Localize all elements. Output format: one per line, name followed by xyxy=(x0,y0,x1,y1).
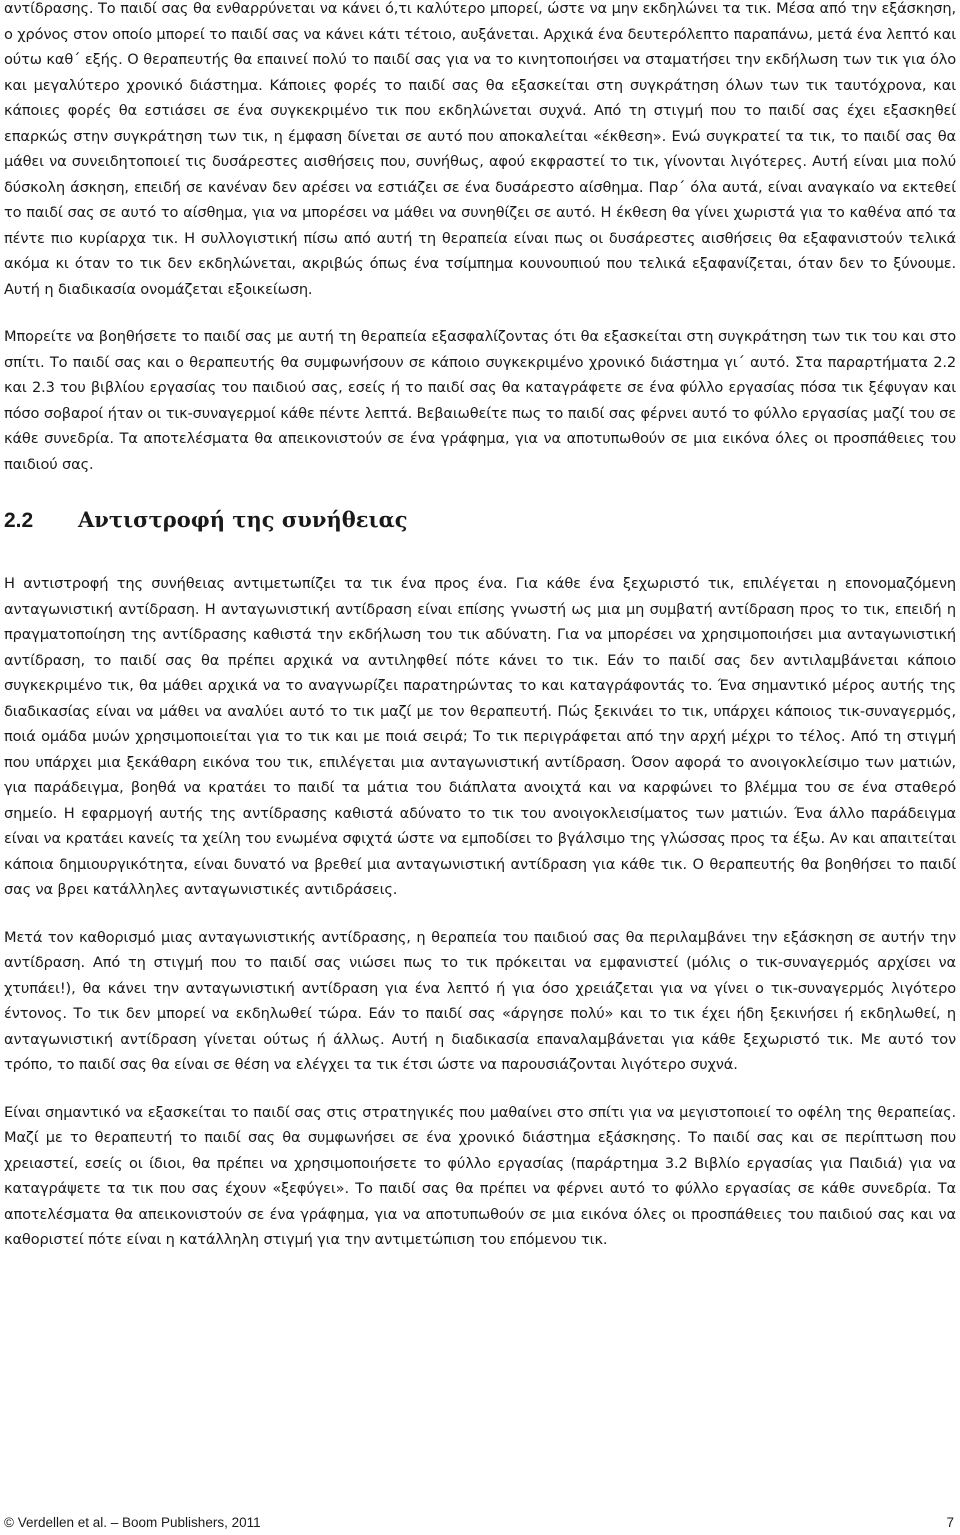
section-number: 2.2 xyxy=(4,509,34,532)
body-paragraph: Είναι σημαντικό να εξασκείται το παιδί σας στις στρατηγικές που μαθαίνει στο σπίτι για να μεγιστοποιεί το οφέλη της θεραπείας. Μαζί με το θεραπευτή το παιδί σας θα συμφωνήσει σε ένα χρονικό διάστημα εξάσκησης. Το παιδί σας και σε περίπτωση που χρειαστεί, εσείς οι ίδιοι, θα πρέπει να χρησιμοποιήσετε το φύλλο εργασίας (παράρτημα 3.2 Βιβλίο εργασίας για Παιδιά) για να καταγράψετε τα τικ που σας έχουν «ξεφύγει». Το παιδί σας θα πρέπει να φέρνει αυτό το φύλλο εργασίας σε κάθε συνεδρία. Τα αποτελέσματα θα απεικονιστούν σε ένα γράφημα, για να αποτυπωθούν σε μια εικόνα όλες οι προσπάθειες του παιδιού σας και να καθοριστεί πότε είναι η κατάλληλη στιγμή για την αντιμετώπιση του επόμενου τικ. xyxy=(4,1103,956,1248)
paragraph-spacer xyxy=(4,302,956,324)
body-paragraph: Μπορείτε να βοηθήσετε το παιδί σας με αυτή τη θεραπεία εξασφαλίζοντας ότι θα εξασκείται στη συγκράτηση των τικ του και στο σπίτι. Το παιδί σας και ο θεραπευτής θα συμφωνήσουν σε κάποιο συγκεκριμένο χρονικό διάστημα γι΄ αυτό. Στα παραρτήματα 2.2 και 2.3 του βιβλίου εργασίας του παιδιού σας, εσείς ή το παιδί σας θα καταγράφετε σε ένα φύλλο εργασίας πόσα τικ ξέφυγαν και πόσο σοβαροί ήταν οι τικ-συναγερμοί κάθε πέντε λεπτά. Βεβαιωθείτε πως το παιδί σας φέρνει αυτό το φύλλο εργασίας μαζί του σε κάθε συνεδρία. Τα αποτελέσματα θα απεικονιστούν σε ένα γράφημα, για να αποτυπωθούν σε μια εικόνα όλες οι προσπάθειες του παιδιού σας. xyxy=(4,328,956,473)
section-heading xyxy=(4,507,956,551)
page-number: 7 xyxy=(946,1514,954,1530)
copyright-notice: © Verdellen et al. – Boom Publishers, 2011 xyxy=(4,1514,261,1530)
paragraph-spacer xyxy=(4,903,956,925)
body-paragraph: αντίδρασης. Το παιδί σας θα ενθαρρύνεται να κάνει ό,τι καλύτερο μπορεί, ώστε να μην εκδηλώνει τα τικ. Μέσα από την εξάσκηση, ο χρόνος στον οποίο μπορεί το παιδί σας να κάνει κάτι τέτοιο, αυξάνεται. Αρχικά ένα δευτερόλεπτο παραπάνω, μετά ένα λεπτό και ούτω καθ΄ εξής. Ο θεραπευτής θα επαινεί πολύ το παιδί σας για να το κινητοποιήσει να σταματήσει την εκδήλωση των τικ για όλο και μεγαλύτερο χρονικό διάστημα. Κάποιες φορές το παιδί σας θα εξασκείται στη συγκράτηση όλων των τικ ταυτόχρονα, και κάποιες φορές θα εστιάσει σε ένα συγκεκριμένο τικ που εκδηλώνεται συχνά. Από τη στιγμή που το παιδί σας έχει εξασκηθεί επαρκώς στην συγκράτηση των τικ, η έμφαση δίνεται σε αυτό που αποκαλείται «έκθεση». Ενώ συγκρατεί τα τικ, το παιδί σας θα μάθει να συνειδητοποιεί τις δυσάρεστες αισθήσεις που, συνήθως, αφού εκφραστεί το τικ, γίνονται λιγότερες. Αυτή είναι μια πολύ δύσκολη άσκηση, επειδή σε κανέναν δεν αρέσει να εστιάζει σε ένα δυσάρεστο αίσθημα. Παρ΄ όλα αυτά, είναι αναγκαίο να εκτεθεί το παιδί σας σε αυτό το αίσθημα, για να μπορέσει να μάθει να συνηθίζει σε αυτό. Η έκθεση θα γίνει χωριστά για το καθένα από τα πέντε πιο κυρίαρχα τικ. Η συλλογιστική πίσω από αυτή τη θεραπεία είναι πως οι δυσάρεστες αισθήσεις θα εξαφανιστούν τελικά ακόμα κι όταν το τικ δεν εκδηλώνεται, ακριβώς όπως ένα τσίμπημα κουνουπιού που τελικά εξαφανίζεται, όταν δεν το ξύνουμε. Αυτή η διαδικασία ονομάζεται εξοικείωση. xyxy=(4,0,956,298)
paragraph-spacer xyxy=(4,1078,956,1100)
section-title: Αντιστροφή της συνήθειας xyxy=(78,507,408,532)
body-paragraph: Η αντιστροφή της συνήθειας αντιμετωπίζει τα τικ ένα προς ένα. Για κάθε ένα ξεχωριστό τικ, επιλέγεται η επονομαζόμενη ανταγωνιστική αντίδραση. Η ανταγωνιστική αντίδραση είναι επίσης γνωστή ως μια μη συμβατή αντίδραση προς το τικ, επειδή η πραγματοποίηση της αντίδρασης καθιστά την εκδήλωση του τικ αδύνατη. Για να μπορέσει να χρησιμοποιήσει μια ανταγωνιστική αντίδραση, το παιδί σας θα πρέπει αρχικά να αντιληφθεί πότε κάνει το τικ. Εάν το παιδί σας δεν αντιλαμβάνεται κάποιο συγκεκριμένο τικ, θα μάθει αρχικά να το αναγνωρίζει παρατηρώντας το και καταγράφοντάς το. Ένα σημαντικό μέρος αυτής της διαδικασίας είναι να μάθει να αναλύει αυτό το τικ μαζί με τον θεραπευτή. Πώς ξεκινάει το τικ, υπάρχει κάποιος τικ-συναγερμός, ποιά ομάδα μυών χρησιμοποιείται για το τικ και με ποιά σειρά; Το τικ περιγράφεται από την αρχή μέχρι το τέλος. Από τη στιγμή που υπάρχει μια ξεκάθαρη εικόνα του τικ, επιλέγεται μια ανταγωνιστική αντίδραση. Όσον αφορά το ανοιγοκλείσιμο των ματιών, για παράδειγμα, βοηθά να κρατάει το παιδί τα μάτια του διάπλατα ανοιχτά και να καρφώνει το βλέμμα του σε ένα σταθερό σημείο. Η εφαρμογή αυτής της αντίδρασης καθιστά αδύνατο το τικ του ανοιγοκλεισίματος των ματιών. Ένα άλλο παράδειγμα είναι να κρατάει κανείς τα χείλη του ενωμένα σφιχτά ώστε να εμποδίσει το βγάλσιμο της γλώσσας προς τα έξω. Αν και απαιτείται κάποια δημιουργικότητα, είναι δυνατό να βρεθεί μια ανταγωνιστική αντίδραση για κάθε τικ. Ο θεραπευτής θα βοηθήσει το παιδί σας να βρει κατάλληλες ανταγωνιστικές αντιδράσεις. xyxy=(4,575,956,898)
page-footer xyxy=(4,1512,954,1532)
section-spacer xyxy=(4,477,956,507)
body-paragraph: Μετά τον καθορισμό μιας ανταγωνιστικής αντίδρασης, η θεραπεία του παιδιού σας θα περιλαμβάνει την εξάσκηση σε αυτήν την αντίδραση. Από τη στιγμή που το παιδί σας νιώσει πως το τικ πρόκειται να εμφανιστεί (μόλις ο τικ-συναγερμός αρχίσει να χτυπάει!), θα κάνει την ανταγωνιστική αντίδραση για ένα λεπτό ή για όσο χρειάζεται για να γίνει ο τικ-συναγερμός λιγότερο έντονος. Το τικ δεν μπορεί να εκδηλωθεί τώρα. Εάν το παιδί σας «άργησε πολύ» και το τικ έχει ήδη ξεκινήσει ή εκδηλωθεί, η ανταγωνιστική αντίδραση γίνεται ούτως ή άλλως. Αυτή η διαδικασία επαναλαμβάνεται για κάθε ξεχωριστό τικ. Με αυτό τον τρόπο, το παιδί σας θα είναι σε θέση να ελέγχει τα τικ έτσι ώστε να παρουσιάζονται λιγότερο συχνά. xyxy=(4,928,956,1073)
